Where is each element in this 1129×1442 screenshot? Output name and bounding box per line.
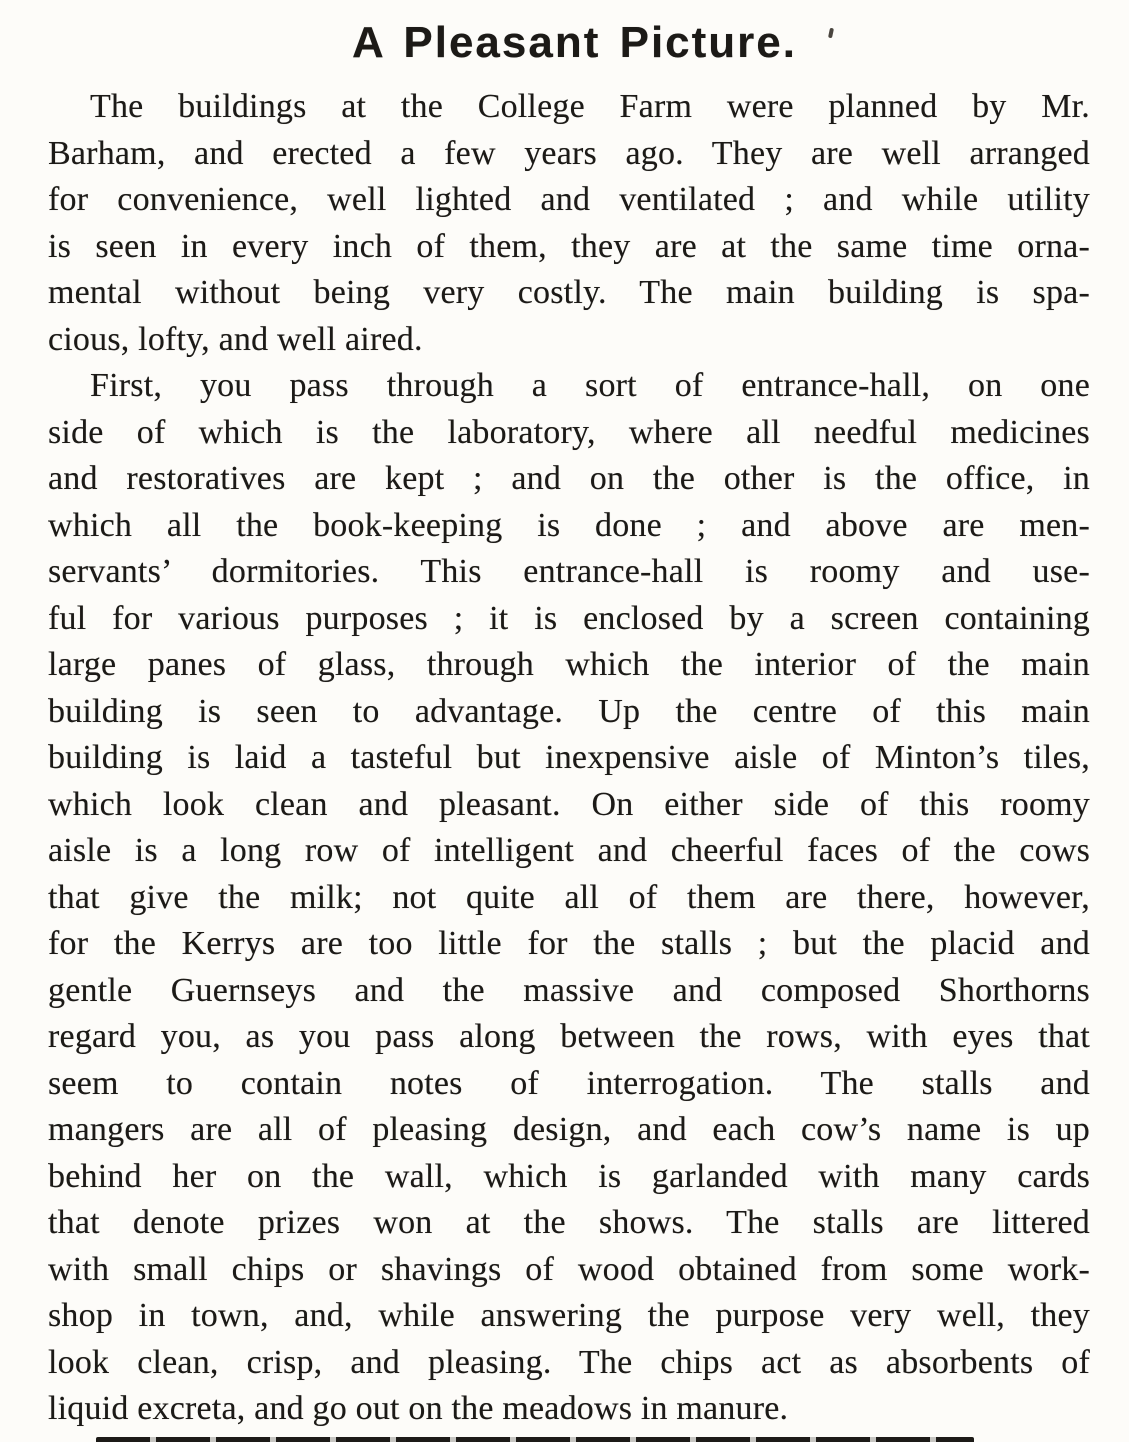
text-line: cious, lofty, and well aired. xyxy=(48,320,423,358)
text-line: for the Kerrys are too little for the stalls ; but the placid and xyxy=(48,925,1090,962)
text-line: Barham, and erected a few years ago. They are well arranged xyxy=(48,134,1090,172)
text-line: The buildings at the College Farm were planned by Mr. xyxy=(90,88,1090,125)
text-line: building is seen to advantage. Up the centre of this main xyxy=(48,692,1090,730)
text-line: liquid excreta, and go out on the meadows in manure. xyxy=(48,1390,789,1427)
text-line: building is laid a tasteful but inexpensive aisle of Minton’s tiles, xyxy=(48,739,1090,776)
text-line: for convenience, well lighted and ventilated ; and while utility xyxy=(48,181,1090,218)
text-line: ful for various purposes ; it is enclosed by a screen containing xyxy=(48,599,1090,637)
text-line: servants’ dormitories. This entrance-hall is roomy and use- xyxy=(48,553,1090,590)
paragraph-2 xyxy=(48,363,1090,1433)
text-line: that give the milk; not quite all of them are there, however, xyxy=(48,878,1090,916)
text-line: mental without being very costly. The main building is spa- xyxy=(48,274,1090,311)
text-line: and restoratives are kept ; and on the other is the office, in xyxy=(48,460,1090,497)
text-block xyxy=(48,84,1090,1433)
page-title: A Pleasant Picture. xyxy=(352,18,797,67)
text-line: First, you pass through a sort of entrance-hall, on one xyxy=(90,367,1090,404)
text-line: behind her on the wall, which is garlanded with many cards xyxy=(48,1157,1090,1195)
text-line: mangers are all of pleasing design, and each cow’s name is up xyxy=(48,1111,1090,1148)
text-line: gentle Guernseys and the massive and composed Shorthorns xyxy=(48,971,1090,1009)
text-line: aisle is a long row of intelligent and cheerful faces of the cows xyxy=(48,832,1090,869)
text-line: regard you, as you pass along between the rows, with eyes that xyxy=(48,1018,1090,1055)
text-line: which all the book-keeping is done ; and above are men- xyxy=(48,506,1090,544)
paragraph-1 xyxy=(48,84,1090,363)
text-line: shop in town, and, while answering the purpose very well, they xyxy=(48,1297,1090,1334)
text-line: look clean, crisp, and pleasing. The chips act as absorbents of xyxy=(48,1343,1090,1381)
text-line: seem to contain notes of interrogation. The stalls and xyxy=(48,1064,1090,1102)
scan-cutoff-artifact xyxy=(96,1437,974,1442)
text-line: side of which is the laboratory, where all needful medicines xyxy=(48,413,1090,451)
text-line: is seen in every inch of them, they are at the same time orna- xyxy=(48,227,1090,265)
text-line: that denote prizes won at the shows. The stalls are littered xyxy=(48,1204,1090,1241)
text-line: large panes of glass, through which the interior of the main xyxy=(48,646,1090,683)
text-line: which look clean and pleasant. On either side of this roomy xyxy=(48,785,1090,823)
text-line: with small chips or shavings of wood obtained from some work- xyxy=(48,1250,1090,1288)
